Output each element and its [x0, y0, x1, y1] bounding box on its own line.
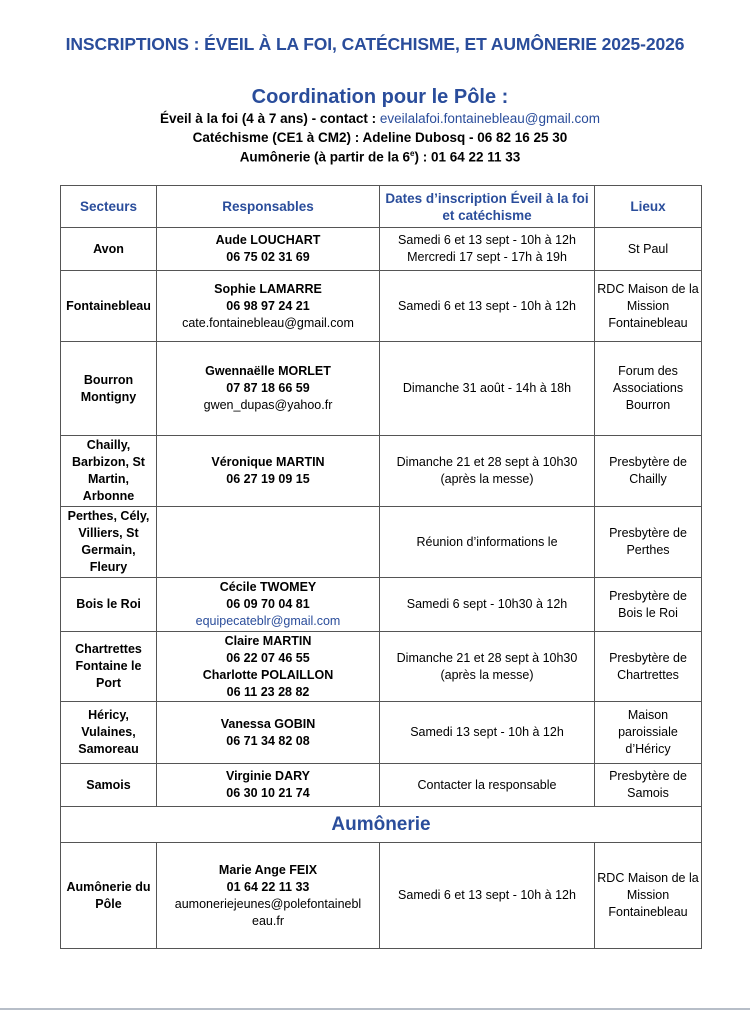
responsible-phone: 06 30 10 21 74 — [226, 786, 310, 800]
responsible-email[interactable]: equipecateblr@gmail.com — [195, 614, 341, 628]
bottom-divider — [0, 1008, 750, 1010]
place-cell: Presbytère de Samois — [595, 764, 702, 807]
responsible-cell — [157, 228, 380, 271]
sector-cell: Avon — [61, 228, 157, 271]
responsible-phone: 06 11 23 28 82 — [226, 684, 310, 699]
responsible-email[interactable]: cate.fontainebleau@gmail.com — [182, 315, 354, 330]
eveil-contact-line — [0, 111, 750, 126]
responsible-cell — [157, 702, 380, 764]
dates-cell: Samedi 6 et 13 sept - 10h à 12h — [380, 271, 595, 342]
sector-cell: Fontainebleau — [61, 271, 157, 342]
responsible-name: Sophie LAMARRE — [214, 281, 322, 296]
table-row — [61, 507, 702, 578]
aumonerie-contact-line — [0, 149, 750, 165]
responsible-cell — [157, 764, 380, 807]
sector-cell: Perthes, Cély, Villiers, St Germain, Fleury — [61, 507, 157, 578]
responsible-name: Vanessa GOBIN — [220, 716, 316, 731]
aumonerie-section-heading: Aumônerie — [61, 807, 702, 843]
coordination-heading: Coordination pour le Pôle : — [251, 86, 509, 108]
responsible-email[interactable]: gwen_dupas@yahoo.fr — [203, 398, 333, 412]
place-cell: Presbytère de Bois le Roi — [595, 578, 702, 632]
place-cell: RDC Maison de la Mission Fontainebleau — [595, 843, 702, 949]
dates-cell — [380, 436, 595, 507]
aumonerie-contact-post: ) : 01 64 22 11 33 — [414, 149, 521, 165]
sector-cell: Samois — [61, 764, 157, 807]
sector-cell: Bourron Montigny — [61, 342, 157, 436]
dates-cell — [380, 228, 595, 271]
responsible-cell — [157, 578, 380, 632]
responsible-phone: 07 87 18 66 59 — [226, 381, 310, 395]
aumonerie-contact-sup: e — [410, 149, 415, 158]
table-row — [61, 271, 702, 342]
aumonerie-contact-pre: Aumônerie (à partir de la 6 — [239, 149, 410, 165]
dates-cell: Samedi 13 sept - 10h à 12h — [380, 702, 595, 764]
place-cell: Presbytère de Chailly — [595, 436, 702, 507]
responsible-email[interactable]: aumoneriejeunes@polefontainebl eau.fr — [174, 896, 362, 928]
table-row — [61, 342, 702, 436]
responsible-name: Véronique MARTIN — [211, 455, 325, 469]
header-lieux: Lieux — [595, 186, 702, 228]
table-row — [61, 843, 702, 949]
responsible-cell — [157, 271, 380, 342]
responsible-phone: 06 22 07 46 55 — [226, 650, 310, 665]
place-cell: St Paul — [595, 228, 702, 271]
dates-cell: Samedi 6 sept - 10h30 à 12h — [380, 578, 595, 632]
eveil-email[interactable]: eveilalafoi.fontainebleau@gmail.com — [379, 111, 600, 126]
responsible-name: Cécile TWOMEY — [219, 580, 317, 594]
responsible-phone: 06 71 34 82 08 — [226, 733, 310, 748]
sector-cell: Héricy, Vulaines, Samoreau — [61, 702, 157, 764]
sector-cell: Aumônerie du Pôle — [61, 843, 157, 949]
dates-cell: Dimanche 31 août - 14h à 18h — [380, 342, 595, 436]
responsible-name: Aude LOUCHART — [215, 233, 321, 247]
table-row — [61, 702, 702, 764]
header-secteurs: Secteurs — [61, 186, 157, 228]
dates-cell: Samedi 6 et 13 sept - 10h à 12h — [380, 843, 595, 949]
place-cell: Maison paroissiale d’Héricy — [595, 702, 702, 764]
table-row — [61, 436, 702, 507]
place-cell: RDC Maison de la Mission Fontainebleau — [595, 271, 702, 342]
date-line: Mercredi 17 sept - 17h à 19h — [407, 250, 567, 264]
responsible-name: Claire MARTIN — [224, 633, 312, 648]
responsible-cell — [157, 436, 380, 507]
dates-cell: Réunion d’informations le — [380, 507, 595, 578]
table-row — [61, 578, 702, 632]
sector-cell: Chailly, Barbizon, St Martin, Arbonne — [61, 436, 157, 507]
header-dates: Dates d’inscription Éveil à la foi et catéchisme — [380, 186, 595, 228]
responsible-name: Virginie DARY — [225, 769, 311, 783]
responsible-cell — [157, 843, 380, 949]
date-line: Dimanche 21 et 28 sept à 10h30 — [396, 455, 578, 469]
aumonerie-section-row — [61, 807, 702, 843]
responsible-cell — [157, 342, 380, 436]
date-line: Samedi 6 et 13 sept - 10h à 12h — [398, 233, 576, 247]
date-line: (après la messe) — [440, 472, 534, 486]
catechisme-contact-line: Catéchisme (CE1 à CM2) : Adeline Dubosq - 06 82 16 25 30 — [192, 130, 568, 145]
responsible-phone: 06 75 02 31 69 — [226, 250, 310, 264]
responsible-phone: 06 98 97 24 21 — [226, 298, 310, 313]
eveil-label: Éveil à la foi (4 à 7 ans) - contact : — [160, 111, 377, 126]
registration-table — [60, 185, 702, 949]
date-line: Dimanche 21 et 28 sept à 10h30 — [396, 650, 578, 665]
table-header-row — [61, 186, 702, 228]
responsible-name: Charlotte POLAILLON — [202, 667, 334, 682]
responsible-cell — [157, 507, 380, 578]
sector-cell: Chartrettes Fontaine le Port — [61, 632, 157, 702]
table-row — [61, 632, 702, 702]
responsible-phone: 01 64 22 11 33 — [226, 879, 310, 894]
place-cell: Forum des Associations Bourron — [595, 342, 702, 436]
responsible-cell — [157, 632, 380, 702]
dates-cell: Contacter la responsable — [380, 764, 595, 807]
place-cell: Presbytère de Chartrettes — [595, 632, 702, 702]
place-cell: Presbytère de Perthes — [595, 507, 702, 578]
dates-cell — [380, 632, 595, 702]
table-row — [61, 228, 702, 271]
header-responsables: Responsables — [157, 186, 380, 228]
date-line: (après la messe) — [440, 667, 534, 682]
sector-cell: Bois le Roi — [61, 578, 157, 632]
page-title: INSCRIPTIONS : ÉVEIL À LA FOI, CATÉCHISME, ET AUMÔNERIE 2025-2026 — [65, 34, 685, 54]
responsible-name: Marie Ange FEIX — [218, 862, 318, 877]
responsible-name: Gwennaëlle MORLET — [205, 364, 331, 378]
table-row — [61, 764, 702, 807]
responsible-phone: 06 09 70 04 81 — [226, 597, 310, 611]
responsible-phone: 06 27 19 09 15 — [226, 472, 310, 486]
